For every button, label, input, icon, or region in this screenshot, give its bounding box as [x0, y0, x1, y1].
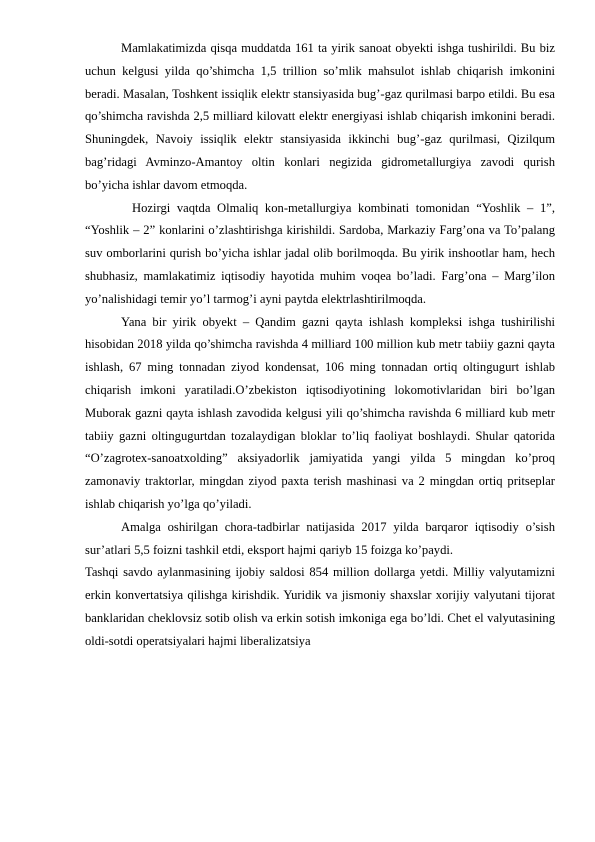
paragraph-olmaliq-yoshlik-deposits: Hozirgi vaqtda Olmaliq kon-metallurgiya kombinati tomonidan “Yoshlik – 1”, “Yoshlik – 2” konlarini o’zlashtirishga kirishildi. Sardoba, Markaziy Farg’ona va To’palang suv omborlarini qurish bo’yicha ishlar jadal olib borilmoqda. Bu yirik inshootlar ham, hech shubhasiz, mamlakatimiz iqtisodiy hayotida muhim voqea bo’ladi. Farg’ona – Marg’ilon yo’nalishidagi temir yo’l tarmog’i ayni paytda elektrlashtirilmoqda.	[85, 200, 555, 306]
document-page	[85, 37, 555, 653]
paragraph-foreign-trade-currency: Tashqi savdo aylanmasining ijobiy saldosi 854 million dollarga yetdi. Milliy valyutamizni erkin konvertatsiya qilishga kirishdik. Yuridik va jismoniy shaxslar xorijiy valyutani tijorat banklaridan cheklovsiz sotib olish va erkin sotish imkoniga ega bo’ldi. Chet el valyutasining oldi-sotdi operatsiyalari hajmi liberalizatsiya	[85, 565, 555, 648]
paragraph-new-industrial-facilities: Mamlakatimizda qisqa muddatda 161 ta yirik sanoat obyekti ishga tushirildi. Bu biz uchun kelgusi yilda qo’shimcha 1,5 trillion so’mlik mahsulot ishlab chiqarish imkonini beradi. Masalan, Toshkent issiqlik elektr stansiyasida bug’-gaz qurilmasi barpo etildi. Bu esa qo’shimcha ravishda 2,5 milliard kilovatt elektr energiyasi ishlab chiqarish imkonini beradi. Shuningdek, Navoiy issiqlik elektr stansiyasida ikkinchi bug’-gaz qurilmasi, Qizilqum bag’ridagi Avminzo-Amantoy oltin konlari negizida gidrometallurgiya zavodi qurish bo’yicha ishlar davom etmoqda.	[85, 41, 555, 192]
paragraph-qandim-gas-complex: Yana bir yirik obyekt – Qandim gazni qayta ishlash kompleksi ishga tushirilishi hisobidan 2018 yilda qo’shimcha ravishda 4 milliard 100 million kub metr tabiiy gazni qayta ishlash, 67 ming tonnadan ziyod kondensat, 106 ming tonnadan ortiq oltingugurt ishlab chiqarish imkoni yaratiladi.O’zbekiston iqtisodiyotining lokomotivlaridan biri bo’lgan Muborak gazni qayta ishlash zavodida kelgusi yili qo’shimcha ravishda 6 milliard kub metr tabiiy gazni oltingugurtdan tozalaydigan bloklar to’liq faoliyat boshlaydi. Shular qatorida “O’zagrotex-sanoatxolding” aksiyadorlik jamiyatida yangi yilda 5 mingdan ko’proq zamonaviy traktorlar, mingdan ziyod paxta terish mashinasi va 2 mingdan ortiq pritseplar ishlab chiqarish yo’lga qo’yiladi.	[85, 314, 555, 511]
paragraph-economic-growth-2017: Amalga oshirilgan chora-tadbirlar natijasida 2017 yilda barqaror iqtisodiy o’sish sur’atlari 5,5 foizni tashkil etdi, eksport hajmi qariyb 15 foizga ko’paydi.	[85, 519, 555, 557]
